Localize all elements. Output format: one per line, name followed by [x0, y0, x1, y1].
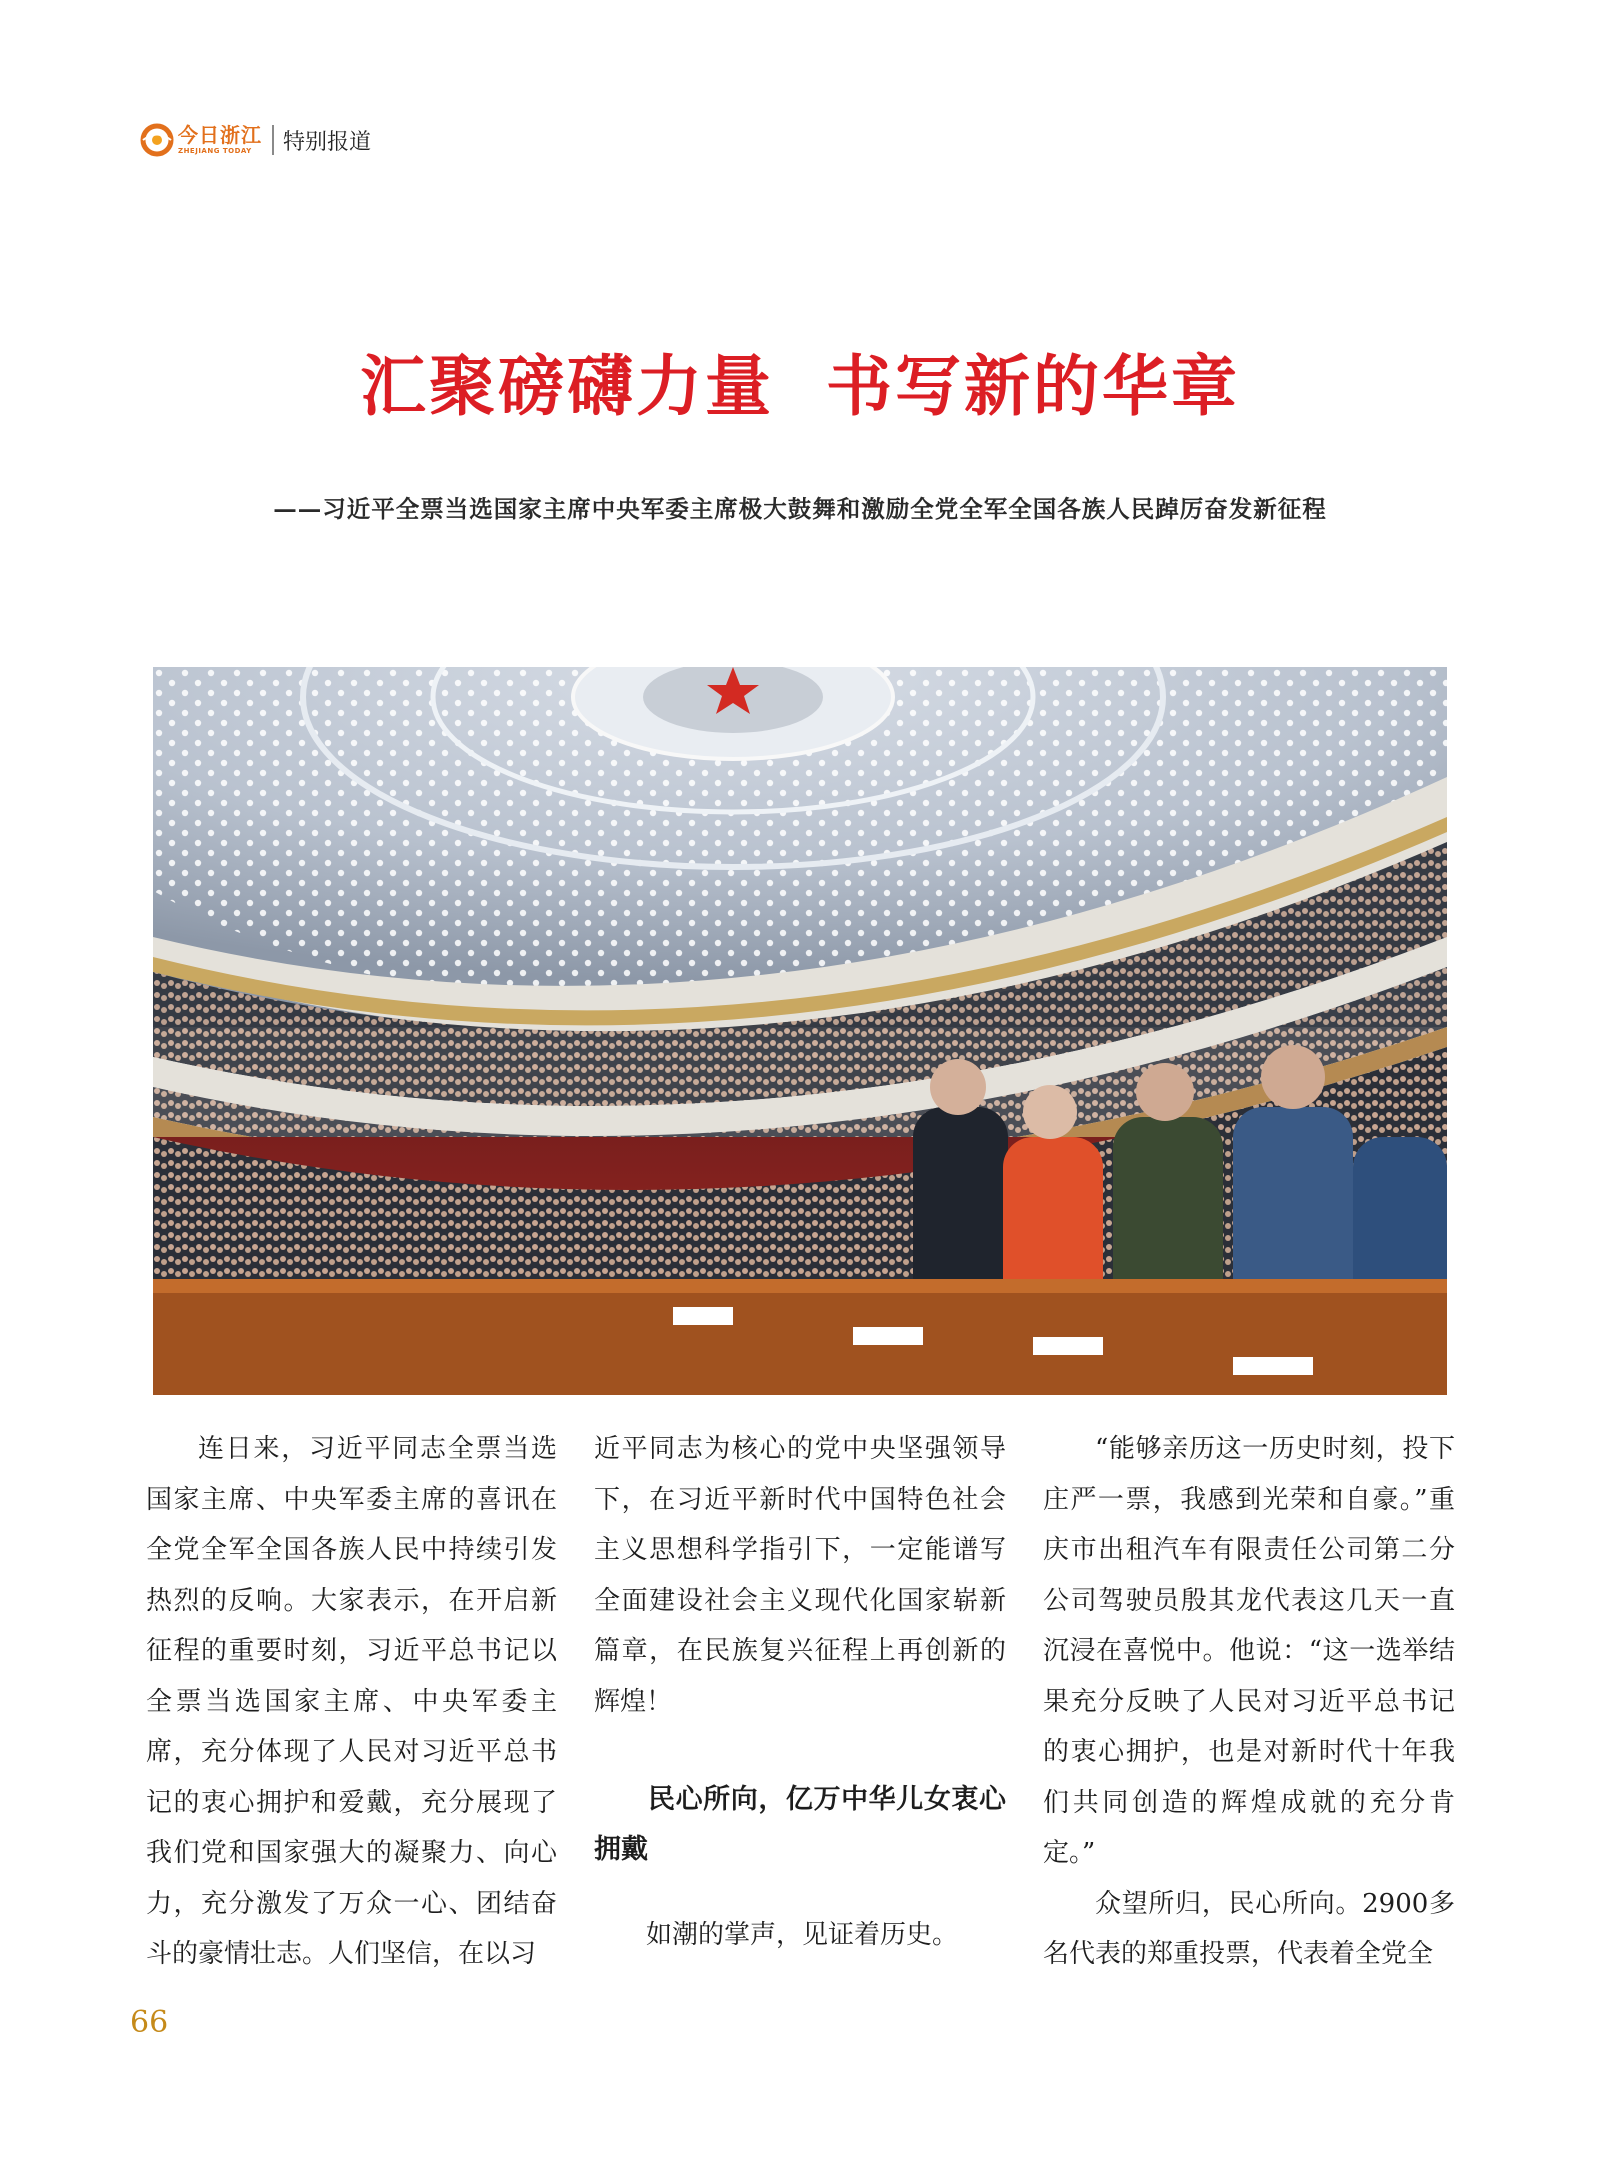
text-column-3 [1043, 1424, 1455, 1980]
paragraph: 如潮的掌声，见证着历史。 [646, 1920, 959, 1950]
assembly-hall-illustration [153, 667, 1447, 1395]
section-subheading: 民心所向，亿万中华儿女衷心拥戴 [594, 1784, 1006, 1865]
text-column-1 [146, 1424, 557, 1980]
article-photo [153, 667, 1447, 1395]
paragraph: 众望所归，民心所向。2900多名代表的郑重投票，代表着全党全 [1043, 1888, 1455, 1969]
logo-swirl-icon [140, 123, 174, 157]
section-label: 特别报道 [283, 129, 372, 155]
logo-en-text: ZHEJIANG TODAY [178, 147, 252, 155]
page-number: 66 [130, 2005, 169, 2040]
article-subtitle: ——习近平全票当选国家主席中央军委主席极大鼓舞和激励全党全军全国各族人民踔厉奋发新征程 [273, 495, 1327, 523]
paragraph: 连日来，习近平同志全票当选国家主席、中央军委主席的喜讯在全党全军全国各族人民中持续引发热烈的反响。大家表示，在开启新征程的重要时刻，习近平总书记以全票当选国家主席、中央军委主席，充分体现了人民对习近平总书记的衷心拥护和爱戴，充分展现了我们党和国家强大的凝聚力、向心力，充分激发了万众一心、团结奋斗的豪情壮志。人们坚信，在以习 [146, 1434, 557, 1969]
article-title: 汇聚磅礴力量 书写新的华章 [360, 348, 1240, 425]
paragraph: “能够亲历这一历史时刻，投下庄严一票，我感到光荣和自豪。”重庆市出租汽车有限责任公司第二分公司驾驶员殷其龙代表这几天一直沉浸在喜悦中。他说：“这一选举结果充分反映了人民对习近平总书记的衷心拥护，也是对新时代十年我们共同创造的辉煌成就的充分肯定。” [1043, 1434, 1455, 1868]
logo-cn-text: 今日浙江 [178, 123, 262, 147]
publication-logo [140, 123, 262, 157]
masthead [140, 118, 371, 162]
paragraph: 近平同志为核心的党中央坚强领导下，在习近平新时代中国特色社会主义思想科学指引下，一定能谱写全面建设社会主义现代化国家崭新篇章，在民族复兴征程上再创新的辉煌！ [594, 1434, 1006, 1717]
header-divider [272, 125, 274, 155]
text-column-2 [594, 1424, 1006, 1961]
